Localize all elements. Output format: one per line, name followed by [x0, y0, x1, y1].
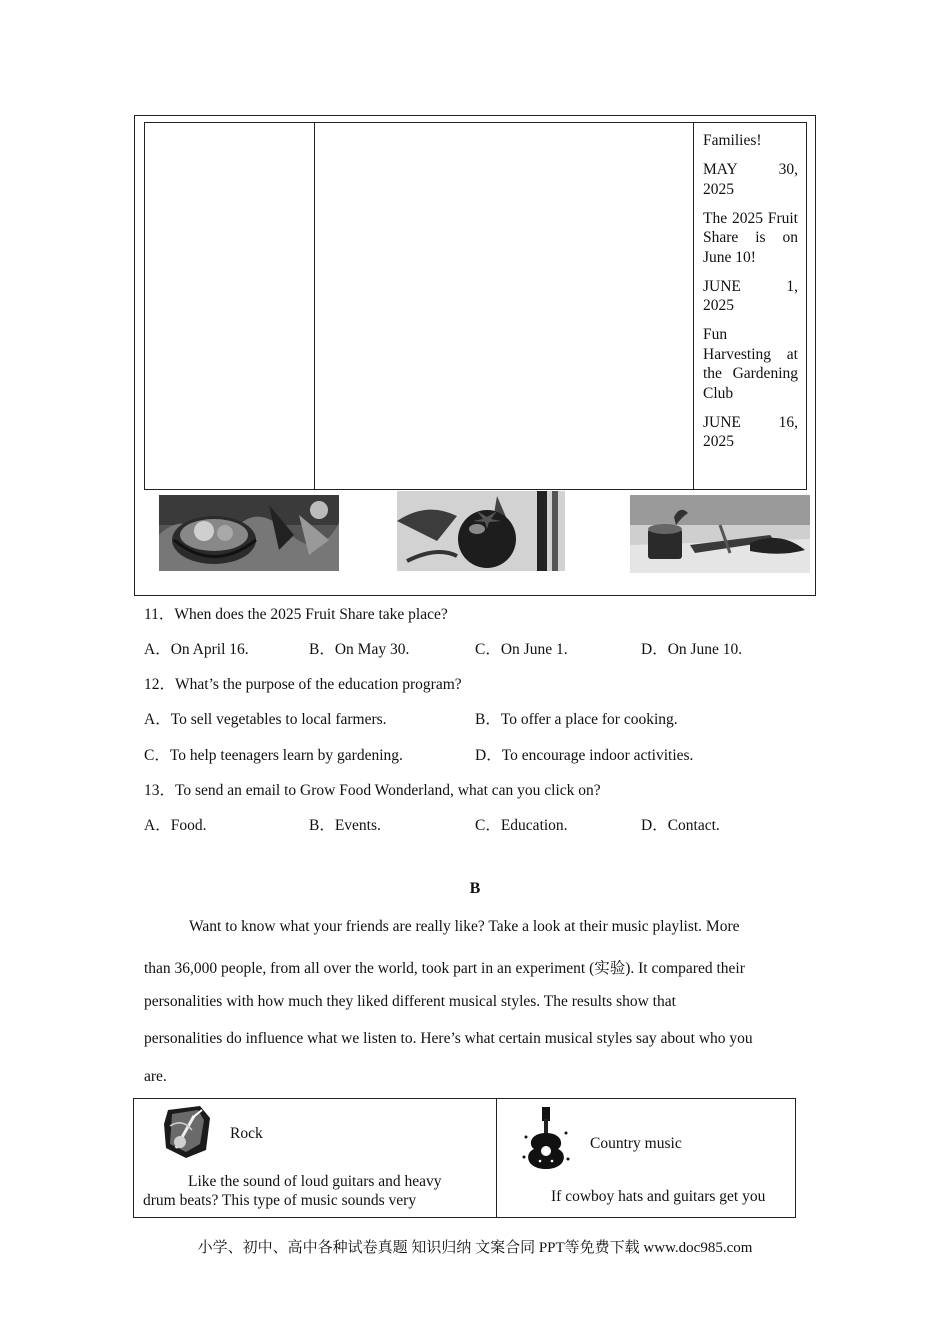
garden-tools-photo — [630, 495, 810, 573]
article-line: than 36,000 people, from all over the world, took part in an experiment (实验). It compared their — [144, 960, 745, 977]
country-title: Country music — [590, 1135, 682, 1152]
answer-option[interactable]: B．Events. — [309, 817, 381, 834]
answer-option[interactable]: B．To offer a place for cooking. — [475, 711, 678, 728]
question-stem: 13．To send an email to Grow Food Wonderland, what can you click on? — [144, 782, 601, 799]
page-footer: 小学、初中、高中各种试卷真题 知识归纳 文案合同 PPT等免费下载 www.doc985.com — [197, 1240, 753, 1256]
news-date: JUNE 1, 2025 — [703, 277, 798, 314]
rock-text-line: drum beats? This type of music sounds very — [143, 1192, 417, 1209]
section-heading: B — [469, 880, 481, 897]
question-stem: 11．When does the 2025 Fruit Share take place? — [144, 606, 448, 623]
rock-text-line: Like the sound of loud guitars and heavy — [188, 1173, 442, 1190]
answer-option[interactable]: A．On April 16. — [144, 641, 249, 658]
news-column — [703, 131, 798, 461]
tomato-plant-photo — [397, 491, 565, 571]
answer-option[interactable]: D．On June 10. — [641, 641, 743, 658]
news-headline[interactable]: The 2025 Fruit Share is on June 10! — [703, 209, 798, 266]
country-text-line: If cowboy hats and guitars get you — [551, 1188, 766, 1205]
rock-guitar-icon — [162, 1104, 212, 1160]
question-stem: 12．What’s the purpose of the education program? — [144, 676, 462, 693]
table-divider — [496, 1099, 497, 1217]
music-styles-table — [133, 1098, 796, 1218]
rock-title: Rock — [230, 1125, 263, 1142]
table-divider — [693, 123, 694, 489]
acoustic-guitar-icon — [520, 1107, 572, 1173]
answer-option[interactable]: B．On May 30. — [309, 641, 410, 658]
answer-option[interactable]: C．On June 1. — [475, 641, 568, 658]
answer-option[interactable]: A．To sell vegetables to local farmers. — [144, 711, 387, 728]
basket-of-vegetables-photo — [159, 495, 339, 571]
news-headline[interactable]: Families! — [703, 132, 762, 149]
article-line: Want to know what your friends are really like? Take a look at their music playlist. More — [189, 918, 740, 935]
answer-option[interactable]: C．To help teenagers learn by gardening. — [144, 747, 403, 764]
answer-option[interactable]: C．Education. — [475, 817, 568, 834]
answer-option[interactable]: A．Food. — [144, 817, 207, 834]
article-line: personalities with how much they liked different musical styles. The results show that — [144, 993, 676, 1010]
news-date: JUNE 16, 2025 — [703, 413, 798, 450]
article-line: are. — [144, 1068, 167, 1085]
article-line: personalities do influence what we listen to. Here’s what certain musical styles say about who you — [144, 1030, 753, 1047]
news-date: MAY 30, 2025 — [703, 161, 798, 198]
answer-option[interactable]: D．Contact. — [641, 817, 720, 834]
answer-option[interactable]: D．To encourage indoor activities. — [475, 747, 694, 764]
news-headline[interactable]: Fun Harvesting at the Gardening Club — [703, 326, 798, 402]
table-divider — [314, 123, 315, 489]
